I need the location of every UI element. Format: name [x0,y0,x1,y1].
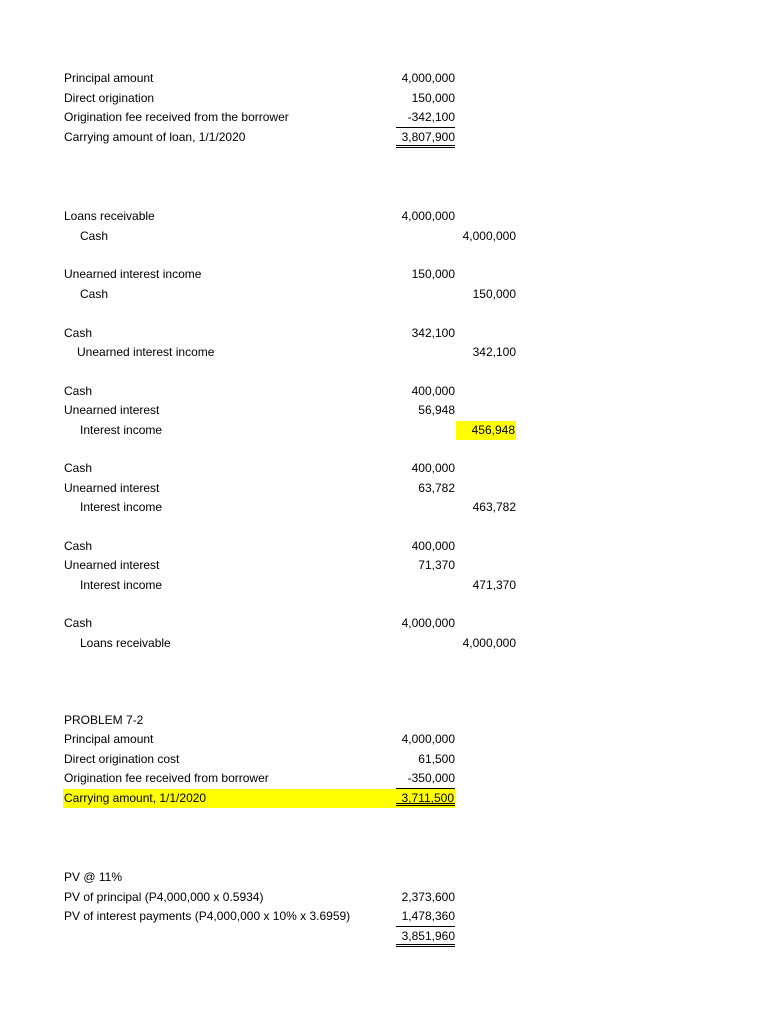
debit-amount: 63,782 [418,481,455,495]
summary-row [0,888,768,907]
summary-row [0,108,768,127]
debit-amount: 400,000 [411,384,455,398]
journal-debit-row [0,265,768,284]
journal-credit-row [0,634,768,653]
credit-amount: 471,370 [472,578,516,592]
journal-debit-row [0,207,768,226]
row-label: PV of interest payments (P4,000,000 x 10% x 3.6959) [64,909,351,923]
credit-amount: 342,100 [472,345,516,359]
credit-account: Cash [80,229,109,243]
debit-amount: 150,000 [411,267,455,281]
journal-debit-row [0,382,768,401]
row-label: Direct origination [64,91,155,105]
summary-row [0,750,768,769]
summary-total-row [0,927,768,946]
credit-account: Interest income [80,578,163,592]
debit-account: Unearned interest income [64,267,202,281]
debit-amount: 71,370 [418,558,455,572]
debit-account: Cash [64,539,93,553]
row-label: Direct origination cost [64,752,180,766]
credit-account: Loans receivable [80,636,171,650]
credit-account: Interest income [80,423,163,437]
row-label: Principal amount [64,732,154,746]
row-amount: 2,373,600 [401,890,455,904]
row-label: PV of principal (P4,000,000 x 0.5934) [64,890,264,904]
debit-amount: 56,948 [418,403,455,417]
journal-debit-row [0,556,768,575]
section-title-row [0,711,768,730]
highlighted-credit-amount: 456,948 [456,421,516,440]
debit-amount: 4,000,000 [401,616,455,630]
credit-account: Interest income [80,500,163,514]
credit-amount: 4,000,000 [462,636,516,650]
debit-amount: 4,000,000 [401,209,455,223]
debit-amount: 400,000 [411,461,455,475]
total-amount: 3,807,900 [396,128,455,148]
highlighted-total-amount: 3,711,500 [396,789,455,806]
journal-credit-row [0,285,768,304]
journal-credit-row [0,343,768,362]
section-title-row [0,868,768,887]
row-amount: 4,000,000 [401,732,455,746]
journal-credit-row [0,421,768,440]
journal-credit-row [0,227,768,246]
journal-debit-row [0,459,768,478]
row-amount: 4,000,000 [401,71,455,85]
credit-amount: 463,782 [472,500,516,514]
row-label: Carrying amount of loan, 1/1/2020 [64,130,246,144]
debit-account: Unearned interest [64,481,160,495]
credit-account: Cash [80,287,109,301]
section-title: PV @ 11% [64,870,122,884]
section-title: PROBLEM 7-2 [64,713,144,727]
debit-amount: 400,000 [411,539,455,553]
row-label: Origination fee received from the borrower [64,110,289,124]
highlighted-row-label: Carrying amount, 1/1/2020 [63,789,455,808]
debit-account: Loans receivable [64,209,155,223]
row-amount: 61,500 [418,752,455,766]
journal-credit-row [0,498,768,517]
row-amount: 150,000 [411,91,455,105]
debit-amount: 342,100 [411,326,455,340]
summary-row [0,69,768,88]
debit-account: Cash [64,461,93,475]
summary-total-row [0,789,768,808]
row-amount: -350,000 [396,769,455,789]
journal-debit-row [0,324,768,343]
debit-account: Unearned interest [64,558,160,572]
row-amount: -342,100 [396,108,455,128]
row-amount: 1,478,360 [396,907,455,927]
debit-account: Unearned interest [64,403,160,417]
credit-amount: 4,000,000 [462,229,516,243]
journal-debit-row [0,614,768,633]
journal-credit-row [0,576,768,595]
summary-row [0,730,768,749]
debit-account: Cash [64,616,93,630]
summary-row [0,907,768,926]
total-amount: 3,851,960 [396,927,455,947]
row-label: Origination fee received from borrower [64,771,269,785]
credit-account: Unearned interest income [77,345,215,359]
journal-debit-row [0,401,768,420]
journal-debit-row [0,479,768,498]
summary-total-row [0,128,768,147]
debit-account: Cash [64,384,93,398]
summary-row [0,89,768,108]
credit-amount: 150,000 [472,287,516,301]
summary-row [0,769,768,788]
debit-account: Cash [64,326,93,340]
row-label: Principal amount [64,71,154,85]
journal-debit-row [0,537,768,556]
